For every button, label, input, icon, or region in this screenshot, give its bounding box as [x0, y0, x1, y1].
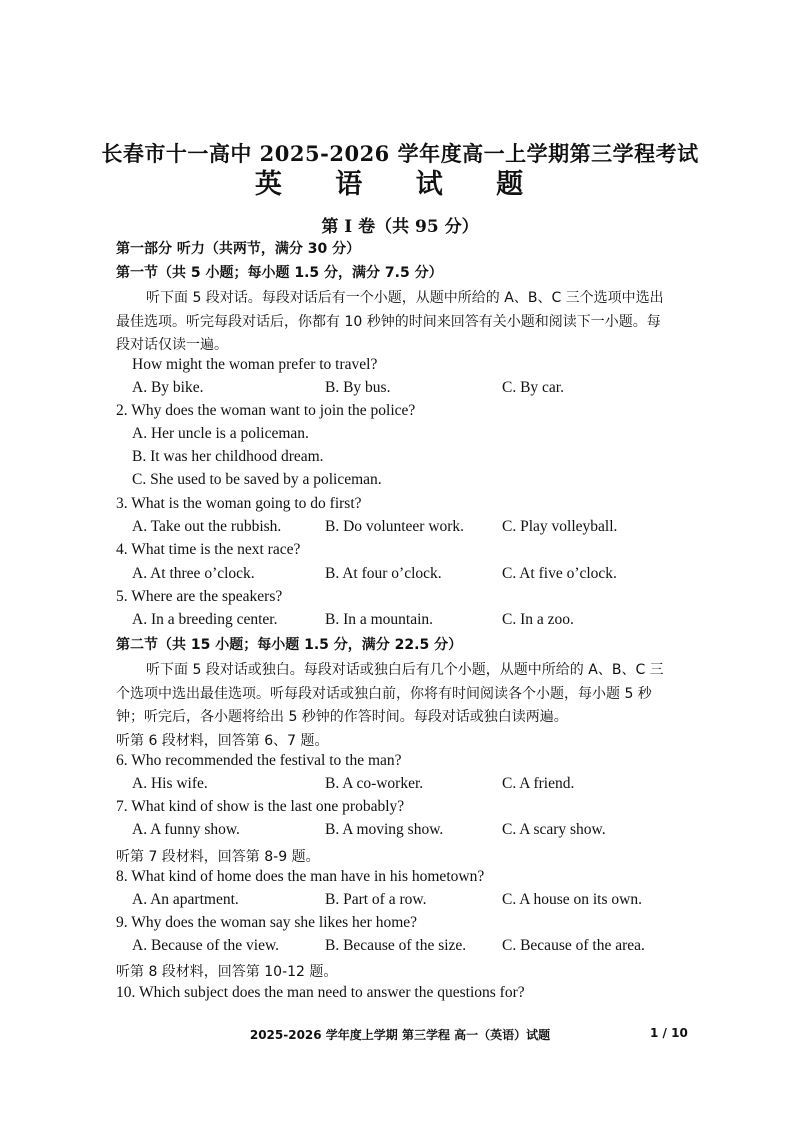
option-a: A. Because of the view.: [132, 937, 280, 954]
section1-instruction-line: 听下面 5 段对话。每段对话后有一个小题，从题中所给的 A、B、C 三个选项中选出: [146, 290, 664, 306]
option-c: C. By car.: [502, 379, 564, 396]
section2-instruction-line: 个选项中选出最佳选项。听每段对话或独白前，你将有时间阅读各个小题，每小题 5 秒: [116, 686, 652, 702]
option-c: C. She used to be saved by a policeman.: [132, 471, 382, 488]
option-a: A. Take out the rubbish.: [132, 518, 282, 535]
section1-heading: 第一节（共 5 小题；每小题 1.5 分，满分 7.5 分）: [116, 265, 443, 281]
section2-instruction-line: 听下面 5 段对话或独白。每段对话或独白后有几个小题，从题中所给的 A、B、C 三: [146, 662, 664, 678]
option-b: B. At four o’clock.: [325, 565, 442, 582]
option-a: A. In a breeding center.: [132, 611, 278, 628]
section1-instruction-line: 最佳选项。听完每段对话后，你都有 10 秒钟的时间来回答有关小题和阅读下一小题。每: [116, 314, 661, 330]
material-note: 听第 6 段材料，回答第 6、7 题。: [116, 733, 329, 749]
question-stem: 10. Which subject does the man need to answer the questions for?: [116, 984, 525, 1001]
section2-heading: 第二节（共 15 小题；每小题 1.5 分，满分 22.5 分）: [116, 637, 463, 653]
option-a: A. His wife.: [132, 775, 208, 792]
option-c: C. A scary show.: [502, 821, 606, 838]
option-a: A. A funny show.: [132, 821, 240, 838]
question-stem: 2. Why does the woman want to join the police?: [116, 402, 416, 419]
school-title: 长春市十一高中 2025-2026 学年度高一上学期第三学程考试: [101, 141, 699, 166]
question-stem: 3. What is the woman going to do first?: [116, 495, 362, 512]
subject-title: 英 语 试 题: [254, 169, 546, 200]
option-c: C. Play volleyball.: [502, 518, 618, 535]
option-b: B. Because of the size.: [325, 937, 467, 954]
section2-instruction-line: 钟；听完后，各小题将给出 5 秒钟的作答时间。每段对话或独白读两遍。: [116, 709, 568, 725]
question-stem: 5. Where are the speakers?: [116, 588, 283, 605]
question-stem: How might the woman prefer to travel?: [132, 356, 378, 373]
material-note: 听第 8 段材料，回答第 10-12 题。: [116, 964, 338, 980]
option-c: C. At five o’clock.: [502, 565, 617, 582]
page-number: 1 / 10: [650, 1026, 688, 1040]
part1-heading: 第一部分 听力（共两节，满分 30 分）: [116, 241, 361, 257]
question-stem: 8. What kind of home does the man have in his hometown?: [116, 868, 485, 885]
option-a: A. An apartment.: [132, 891, 239, 908]
option-a: A. By bike.: [132, 379, 204, 396]
option-a: A. Her uncle is a policeman.: [132, 425, 309, 442]
volume-title: 第 I 卷（共 95 分）: [321, 217, 479, 237]
option-b: B. Part of a row.: [325, 891, 427, 908]
option-c: C. In a zoo.: [502, 611, 574, 628]
option-b: B. By bus.: [325, 379, 391, 396]
option-b: B. It was her childhood dream.: [132, 448, 324, 465]
question-stem: 9. Why does the woman say she likes her home?: [116, 914, 418, 931]
option-b: B. A moving show.: [325, 821, 444, 838]
option-a: A. At three o’clock.: [132, 565, 255, 582]
option-c: C. A house on its own.: [502, 891, 642, 908]
option-c: C. Because of the area.: [502, 937, 645, 954]
question-stem: 4. What time is the next race?: [116, 541, 301, 558]
option-b: B. A co-worker.: [325, 775, 424, 792]
section1-instruction-line: 段对话仅读一遍。: [116, 337, 228, 353]
question-stem: 6. Who recommended the festival to the man?: [116, 752, 402, 769]
footer-title: 2025-2026 学年度上学期 第三学程 高一（英语）试题: [249, 1028, 551, 1042]
option-c: C. A friend.: [502, 775, 575, 792]
material-note: 听第 7 段材料，回答第 8-9 题。: [116, 849, 320, 865]
option-b: B. In a mountain.: [325, 611, 434, 628]
question-stem: 7. What kind of show is the last one probably?: [116, 798, 405, 815]
option-b: B. Do volunteer work.: [325, 518, 465, 535]
